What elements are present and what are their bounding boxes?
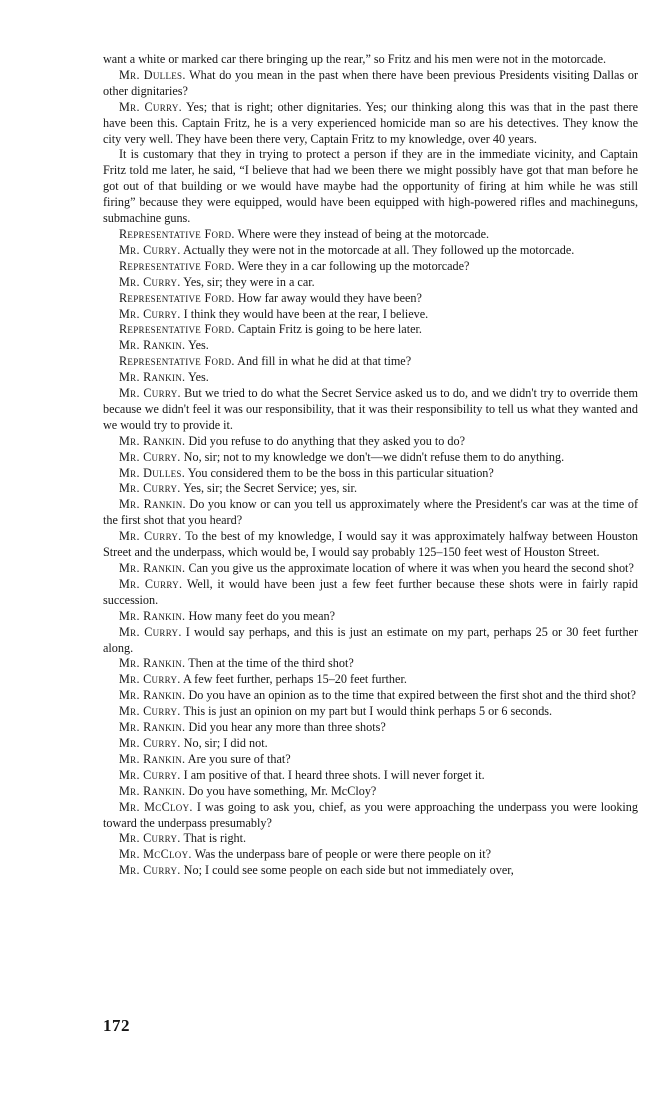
- paragraph-text: Yes; that is right; other dignitaries. Yes; our thinking along this was that in the past there have been this. Captain Fritz, he is a very experienced homicide man so are his detectives. They know the city very well. They have been there very, Captain Fritz to my knowledge, over 40 years.: [103, 99, 638, 146]
- paragraph: [103, 625, 638, 657]
- speaker-name: Mr. Rankin.: [119, 608, 186, 623]
- paragraph: [103, 609, 638, 625]
- paragraph: [103, 784, 638, 800]
- paragraph-text: What do you mean in the past when there have been previous Presidents visiting Dallas or other dignitaries?: [103, 67, 639, 98]
- paragraph: [103, 577, 638, 609]
- speaker-name: Mr. Rankin.: [119, 688, 186, 703]
- paragraph: [103, 466, 638, 482]
- paragraph: [103, 354, 638, 370]
- speaker-name: Mr. Rankin.: [119, 561, 186, 575]
- paragraph-text: And fill in what he did at that time?: [237, 354, 412, 369]
- paragraph: [103, 736, 638, 752]
- speaker-name: Mr. Curry.: [119, 242, 181, 257]
- speaker-name: Mr. Dulles.: [119, 67, 186, 82]
- paragraph-text: Captain Fritz is going to be here later.: [237, 322, 422, 337]
- paragraph: [103, 52, 638, 68]
- paragraph: [103, 68, 638, 100]
- speaker-name: Mr. Rankin.: [119, 497, 186, 512]
- speaker-name: Mr. Rankin.: [119, 656, 186, 671]
- paragraph-text: Can you give us the approximate location of where it was when you heard the second shot?: [188, 561, 634, 575]
- paragraph: [103, 720, 638, 736]
- paragraph: [103, 322, 638, 338]
- paragraph-text: I would say perhaps, and this is just an estimate on my part, perhaps 25 or 30 feet further along.: [103, 624, 639, 655]
- speaker-name: Representative Ford.: [119, 322, 235, 337]
- paragraph-text: How many feet do you mean?: [188, 608, 335, 623]
- paragraph-text: Where were they instead of being at the motorcade.: [237, 226, 490, 241]
- speaker-name: Representative Ford.: [119, 258, 235, 273]
- page-body: [103, 52, 638, 879]
- speaker-name: Mr. Curry.: [119, 863, 181, 878]
- paragraph: [103, 752, 638, 768]
- paragraph-text: It is customary that they in trying to protect a person if they are in the immediate vicinity, and Captain Fritz told me later, he said, “I believe that had we been there we might possibly have got that man before he got out of that building or we would have maybe had the opportunity of firing at him while he was still firing” because they were equipped, would have been equipped with high-powered rifles and machineguns, submachine guns.: [103, 147, 638, 226]
- paragraph: [103, 370, 638, 386]
- paragraph-text: But we tried to do what the Secret Service asked us to do, and we didn't try to override them because we didn't feel it was our responsibility, that it was their responsibility to tell us what they wanted and we would try to provide it.: [103, 386, 639, 432]
- speaker-name: Mr. Curry.: [119, 386, 181, 401]
- paragraph-text: I was going to ask you, chief, as you were approaching the underpass you were looking toward the underpass presumably?: [103, 799, 638, 830]
- paragraph: [103, 243, 638, 259]
- speaker-name: Mr. Curry.: [119, 529, 182, 544]
- paragraph: [103, 831, 638, 847]
- speaker-name: Mr. Curry.: [119, 99, 182, 114]
- speaker-name: Mr. Curry.: [119, 767, 181, 782]
- paragraph-text: Yes.: [188, 338, 209, 353]
- speaker-name: Mr. Curry.: [119, 449, 181, 464]
- paragraph: [103, 561, 638, 577]
- paragraph-text: How far away would they have been?: [237, 290, 422, 305]
- paragraph: [103, 307, 638, 323]
- paragraph-text: want a white or marked car there bringing up the rear,” so Fritz and his men were not in the motorcade.: [103, 52, 607, 66]
- speaker-name: Mr. Curry.: [119, 576, 183, 591]
- paragraph-text: A few feet further, perhaps 15–20 feet further.: [183, 672, 407, 687]
- speaker-name: Mr. Curry.: [119, 481, 181, 496]
- speaker-name: Mr. Dulles.: [119, 465, 186, 480]
- speaker-name: Mr. McCloy.: [119, 799, 193, 814]
- paragraph: [103, 529, 638, 561]
- paragraph: [103, 863, 638, 879]
- paragraph-text: No; I could see some people on each side but not immediately over,: [183, 863, 514, 878]
- paragraph-text: Did you refuse to do anything that they asked you to do?: [188, 433, 465, 448]
- paragraph-text: Did you hear any more than three shots?: [188, 720, 386, 735]
- paragraph-text: Yes.: [188, 370, 209, 385]
- speaker-name: Representative Ford.: [119, 226, 235, 241]
- speaker-name: Mr. McCloy.: [119, 847, 192, 862]
- paragraph-text: Do you know or can you tell us approximately where the President's car was at the time of the first shot that you heard?: [103, 497, 639, 528]
- speaker-name: Mr. Rankin.: [119, 720, 186, 735]
- page-number: 172: [103, 1016, 130, 1035]
- paragraph-text: Were they in a car following up the motorcade?: [237, 258, 470, 273]
- paragraph-text: I think they would have been at the rear, I believe.: [183, 306, 429, 321]
- paragraph-text: No, sir; not to my knowledge we don't—we didn't refuse them to do anything.: [183, 449, 565, 464]
- paragraph: [103, 275, 638, 291]
- paragraph: [103, 800, 638, 832]
- speaker-name: Mr. Rankin.: [119, 751, 186, 766]
- paragraph-text: Do you have something, Mr. McCloy?: [188, 783, 377, 798]
- paragraph-text: Yes, sir; the Secret Service; yes, sir.: [183, 481, 357, 496]
- paragraph: [103, 656, 638, 672]
- paragraph: [103, 434, 638, 450]
- speaker-name: Mr. Rankin.: [119, 783, 186, 798]
- paragraph: [103, 672, 638, 688]
- paragraph-text: Was the underpass bare of people or were there people on it?: [194, 847, 492, 862]
- paragraph-text: Are you sure of that?: [187, 751, 291, 766]
- paragraph-text: Then at the time of the third shot?: [188, 656, 354, 671]
- paragraph: [103, 291, 638, 307]
- paragraph: [103, 450, 638, 466]
- speaker-name: Mr. Curry.: [119, 274, 181, 289]
- paragraph-text: Well, it would have been just a few feet further because these shots were in fairly rapid succession.: [103, 576, 639, 607]
- paragraph-text: Do you have an opinion as to the time that expired between the first shot and the third shot?: [188, 688, 636, 703]
- speaker-name: Mr. Curry.: [119, 735, 181, 750]
- paragraph-text: That is right.: [183, 831, 247, 846]
- speaker-name: Mr. Curry.: [119, 831, 181, 846]
- paragraph-text: To the best of my knowledge, I would say it was approximately halfway between Houston Street and the underpass, which would be, I would say probably 125–150 feet west of Houston Street.: [103, 529, 639, 560]
- speaker-name: Representative Ford.: [119, 290, 235, 305]
- paragraph-text: Actually they were not in the motorcade at all. They followed up the motorcade.: [183, 242, 575, 257]
- paragraph: [103, 227, 638, 243]
- paragraph-text: Yes, sir; they were in a car.: [183, 274, 315, 289]
- paragraph-text: You considered them to be the boss in this particular situation?: [187, 465, 494, 480]
- paragraph: [103, 100, 638, 148]
- paragraph: [103, 497, 638, 529]
- paragraph: [103, 768, 638, 784]
- paragraph: [103, 386, 638, 434]
- paragraph: [103, 704, 638, 720]
- speaker-name: Representative Ford.: [119, 354, 235, 369]
- speaker-name: Mr. Curry.: [119, 306, 181, 321]
- speaker-name: Mr. Rankin.: [119, 433, 186, 448]
- speaker-name: Mr. Rankin.: [119, 338, 186, 353]
- paragraph: [103, 259, 638, 275]
- paragraph-text: I am positive of that. I heard three shots. I will never forget it.: [183, 767, 485, 782]
- paragraph: [103, 338, 638, 354]
- speaker-name: Mr. Curry.: [119, 704, 181, 719]
- paragraph: [103, 481, 638, 497]
- speaker-name: Mr. Curry.: [119, 672, 181, 687]
- paragraph: [103, 688, 638, 704]
- paragraph: [103, 147, 638, 227]
- speaker-name: Mr. Rankin.: [119, 370, 186, 385]
- speaker-name: Mr. Curry.: [119, 624, 182, 639]
- paragraph-text: This is just an opinion on my part but I would think perhaps 5 or 6 seconds.: [183, 704, 553, 719]
- paragraph-text: No, sir; I did not.: [183, 735, 268, 750]
- paragraph: [103, 847, 638, 863]
